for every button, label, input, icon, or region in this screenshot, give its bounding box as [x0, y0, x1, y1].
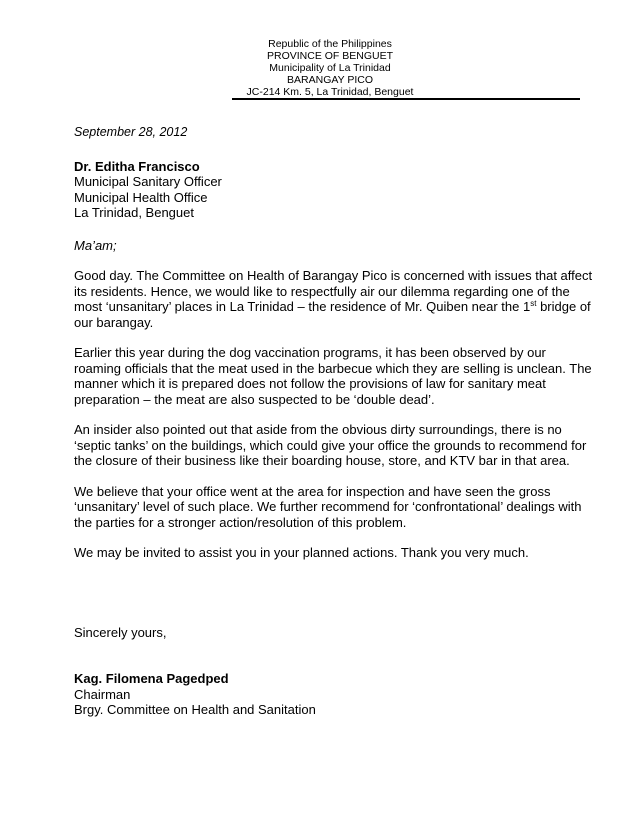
recipient-block: [74, 159, 594, 221]
letterhead-barangay: BARANGAY PICO: [287, 74, 373, 86]
paragraph-1-ending: bridge of our barangay.: [74, 299, 591, 330]
salutation: Ma’am;: [74, 237, 117, 253]
letter-body: [74, 125, 594, 718]
closing-line: Sincerely yours,: [74, 624, 167, 640]
signature-block: [74, 671, 594, 718]
letterhead: [230, 38, 430, 98]
paragraph-4: We believe that your office went at the area for inspection and have seen the gross ‘unsanitary’ level of such place. We further recommend for ‘confrontational’ dealings with the parties for a stronger action/resolution of this problem.: [74, 483, 582, 530]
recipient-title: Municipal Sanitary Officer: [74, 174, 222, 189]
ordinal-suffix: st: [530, 299, 537, 308]
letterhead-province: PROVINCE OF BENGUET: [266, 50, 393, 62]
letter-date: September 28, 2012: [74, 125, 188, 139]
letterhead-address: JC-214 Km. 5, La Trinidad, Benguet: [246, 86, 414, 98]
paragraph-2: Earlier this year during the dog vaccination programs, it has been observed by our roaming officials that the meat used in the barbecue which they are selling is unclean. The manner which it is prepared does not follow the provisions of law for sanitary meat preparation – the meat are also suspected to be ‘double dead’.: [74, 345, 592, 407]
paragraph-1: [74, 268, 594, 330]
signatory-title: Chairman: [74, 686, 131, 702]
letterhead-divider: [232, 98, 580, 100]
letterhead-republic: Republic of the Philippines: [268, 38, 392, 50]
signatory-committee: Brgy. Committee on Health and Sanitation: [74, 702, 316, 717]
recipient-name: Dr. Editha Francisco: [74, 158, 200, 174]
paragraph-5: We may be invited to assist you in your planned actions. Thank you very much.: [74, 545, 529, 560]
recipient-office: Municipal Health Office: [74, 189, 208, 205]
signatory-name: Kag. Filomena Pagedped: [74, 671, 229, 686]
recipient-location: La Trinidad, Benguet: [74, 205, 194, 220]
paragraph-1-text: Good day. The Committee on Health of Barangay Pico is concerned with issues that affect its residents. Hence, we would like to respectfully air our dilemma regarding one of the most ‘unsanitary’ places in La Trinidad – the residence of Mr. Quiben near the 1: [74, 268, 593, 314]
letterhead-municipality: Municipality of La Trinidad: [269, 62, 391, 74]
paragraph-3: An insider also pointed out that aside from the obvious dirty surroundings, there is no ‘septic tanks’ on the buildings, which could give your office the grounds to recommend for the closure of their business like their boarding house, store, and KTV bar in that area.: [74, 422, 587, 468]
